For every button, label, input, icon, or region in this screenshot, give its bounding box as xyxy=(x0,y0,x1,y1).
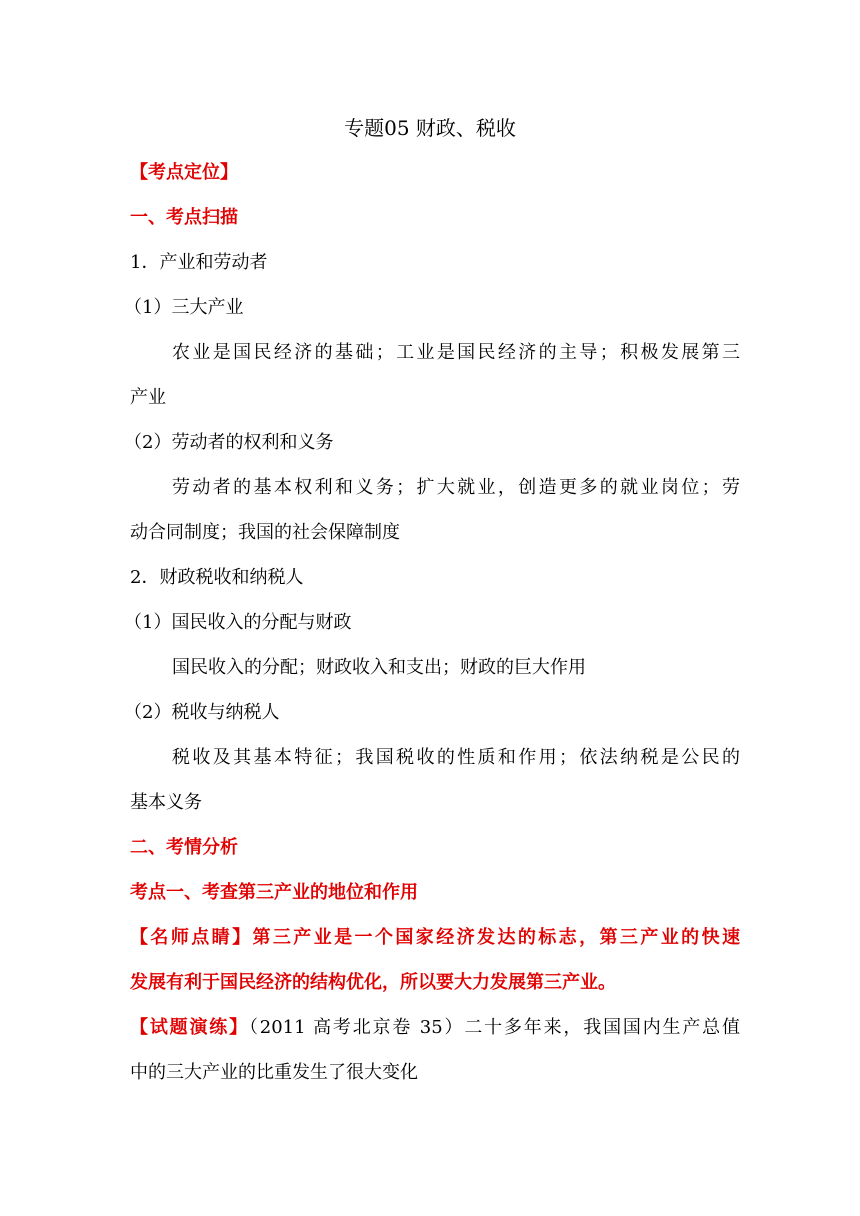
section2-heading: 二、考情分析 xyxy=(130,837,238,858)
shiti-line1 xyxy=(130,1016,740,1040)
item1-sub2-title: （2）劳动者的权利和义务 xyxy=(124,432,334,453)
item2-sub2-body-line1: 税收及其基本特征；我国税收的性质和作用；依法纳税是公民的 xyxy=(172,747,740,768)
mingshi-line2: 发展有利于国民经济的结构优化，所以要大力发展第三产业。 xyxy=(130,972,616,993)
item2-sub2-title: （2）税收与纳税人 xyxy=(124,702,280,723)
shiti-line1-text: （2011 高考北京卷 35）二十多年来，我国国内生产总值 xyxy=(248,1017,741,1038)
item2-sub2-body-line2: 基本义务 xyxy=(130,792,202,813)
kaodian1-heading: 考点一、考查第三产业的地位和作用 xyxy=(130,882,418,903)
item1-sub2-body-line1: 劳动者的基本权利和义务；扩大就业，创造更多的就业岗位；劳 xyxy=(172,477,740,498)
mingshi-line1: 【名师点睛】第三产业是一个国家经济发达的标志，第三产业的快速 xyxy=(130,927,740,948)
section1-heading: 一、考点扫描 xyxy=(130,207,238,228)
shiti-line2: 中的三大产业的比重发生了很大变化 xyxy=(130,1062,418,1083)
item1-sub1-body-line1: 农业是国民经济的基础；工业是国民经济的主导；积极发展第三 xyxy=(172,342,740,363)
item1-title: 1．产业和劳动者 xyxy=(130,252,268,273)
kaodian-dingwei-heading: 【考点定位】 xyxy=(130,162,238,183)
shiti-label: 【试题演练】 xyxy=(130,1017,249,1038)
item2-title: 2．财政税收和纳税人 xyxy=(130,567,304,588)
page-title: 专题05 财政、税收 xyxy=(344,116,516,140)
item1-sub1-body-line2: 产业 xyxy=(130,387,166,408)
item1-sub2-body-line2: 动合同制度；我国的社会保障制度 xyxy=(130,522,400,543)
item2-sub1-body-line1: 国民收入的分配；财政收入和支出；财政的巨大作用 xyxy=(172,657,586,678)
item1-sub1-title: （1）三大产业 xyxy=(124,297,244,318)
item2-sub1-title: （1）国民收入的分配与财政 xyxy=(124,612,352,633)
